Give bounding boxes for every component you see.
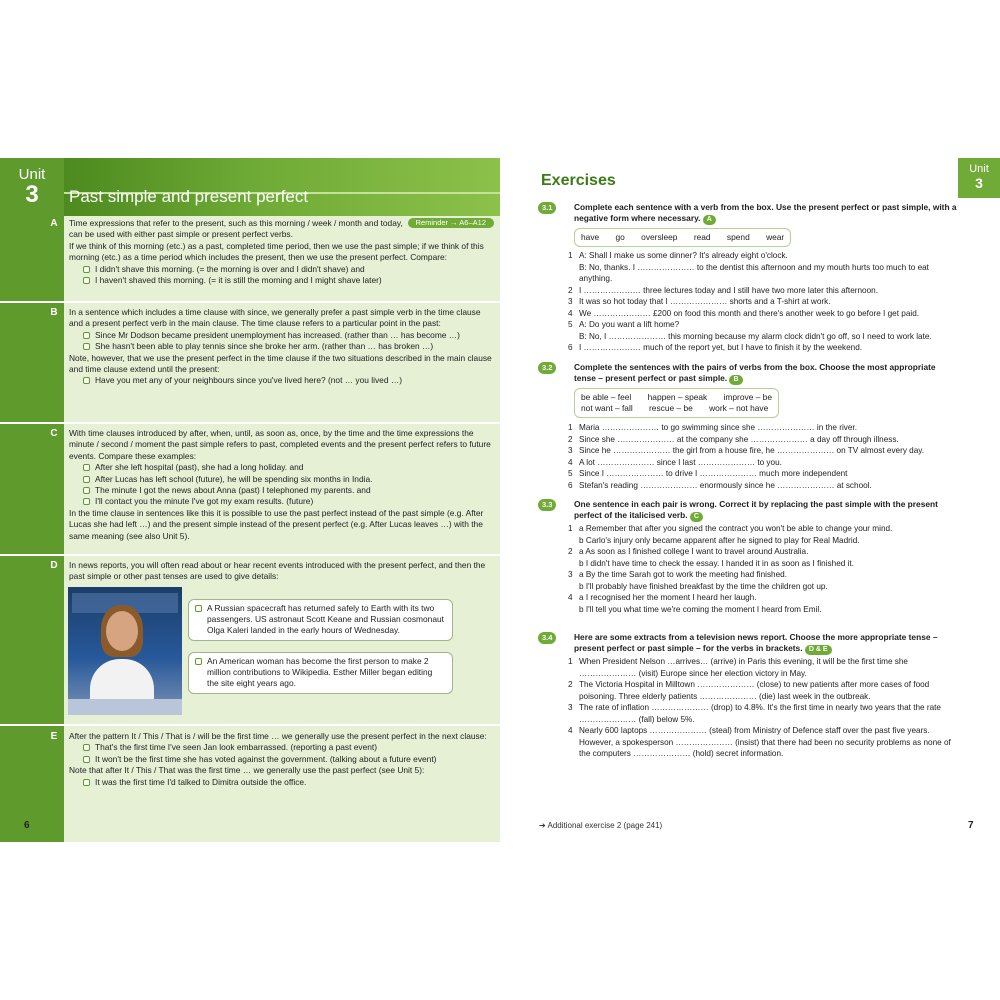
verb: go bbox=[615, 232, 625, 242]
section-badge: D & E bbox=[805, 645, 832, 655]
exercise-3-2-heading bbox=[538, 362, 958, 385]
page-title: Past simple and present perfect bbox=[69, 187, 309, 206]
item-text: a Remember that after you signed the contract you won't be able to change your mind. bbox=[579, 524, 893, 533]
page-number-right: 7 bbox=[968, 820, 974, 831]
item-text: b I'll probably have finished breakfast by the time the children got up. bbox=[579, 581, 828, 591]
unit-tab-label: Unit bbox=[969, 163, 989, 175]
checkbox-icon bbox=[83, 343, 90, 350]
example: It won't be the first time she has voted against the government. (talking about a future event) bbox=[95, 753, 437, 764]
section-badge: A bbox=[703, 215, 716, 225]
item-number: 4 bbox=[568, 308, 573, 318]
left-page bbox=[0, 158, 500, 842]
exercise-number: 3.3 bbox=[538, 499, 556, 511]
item-number bbox=[568, 604, 579, 616]
exercise-3-2-lines bbox=[568, 422, 958, 491]
bubble-text: A Russian spacecraft has returned safely to Earth with its two passengers. US astronaut Scott Keane and Russian cosmonaut Olga Kaleri landed in the early hours of Wednesday. bbox=[207, 603, 444, 636]
item-number: 1 bbox=[568, 657, 573, 666]
checkbox-icon bbox=[83, 377, 90, 384]
item-text: a I recognised her the moment I heard her laugh. bbox=[579, 593, 757, 602]
item-number: 5 bbox=[568, 320, 573, 329]
verb-pair: happen – speak bbox=[647, 392, 708, 402]
checkbox-icon bbox=[195, 605, 202, 612]
exercise-3-3-heading bbox=[538, 499, 958, 522]
checkbox-icon bbox=[195, 658, 202, 665]
section-c-p2: In the time clause in sentences like this it is possible to use the past perfect instead of the past simple (e.g. After Lucas she had left …) and the present simple instead of the present perfect (e.g. After Lucas leaves …) with the same meaning (see also Unit 5). bbox=[69, 507, 484, 541]
item-text: A: Shall I make us some dinner? It's already eight o'clock. bbox=[579, 251, 788, 260]
section-letter-a: A bbox=[50, 218, 58, 229]
section-e-p2: Note that after It / This / That was the first time … we generally use the past perfect (see Unit 5): bbox=[69, 765, 425, 776]
item-text: Nearly 600 laptops ………………… (steal) from Ministry of Defence staff over the past five years. However, a spokesperson ………………… (insist) that there had been no security problems as none of the computers ………………… (hold) secret information. bbox=[579, 726, 951, 758]
section-c-p1: With time clauses introduced by after, when, until, as soon as, once, by the time and the time expressions the minute / second / moment the past simple refers to past, completed events and the present perfect refers to future events. Compare these examples: bbox=[69, 428, 491, 461]
item-text: I ………………… much of the report yet, but I have to finish it by the weekend. bbox=[579, 343, 863, 352]
item-text: The rate of inflation ………………… (drop) to 4.8%. It's the first time in nearly two years that the rate ………………… (fall) below 5%. bbox=[579, 703, 941, 724]
item-text: Since I ………………… to drive I ………………… much more independent bbox=[579, 469, 848, 478]
item-number: 4 bbox=[568, 457, 573, 467]
item-number: 1 bbox=[568, 524, 573, 533]
section-e-p1: After the pattern It / This / That is / will be the first time … we generally use the present perfect in the next clause: bbox=[69, 731, 487, 741]
unit-number: 3 bbox=[25, 181, 39, 208]
exercise-instruction: One sentence in each pair is wrong. Correct it by replacing the past simple with the present perfect of the italicised verb. bbox=[574, 499, 938, 521]
item-number: 4 bbox=[568, 726, 573, 735]
exercise-instruction: Complete the sentences with the pairs of verbs from the box. Choose the most appropriate tense – present perfect or past simple. bbox=[574, 362, 936, 384]
example: She hasn't been able to play tennis since she broke her arm. (rather than … has broken …) bbox=[95, 341, 434, 352]
item-text: It was so hot today that I ………………… shorts and a T-shirt at work. bbox=[579, 297, 831, 306]
item-text: b I'll tell you what time we're coming the moment I heard from Emil. bbox=[579, 604, 822, 614]
exercise-number: 3.4 bbox=[538, 632, 556, 644]
section-c bbox=[64, 426, 500, 542]
section-badge: B bbox=[729, 375, 742, 385]
item-text: The Victoria Hospital in Milltown ………………… (close) to new patients after more cases of food poisoning. Three elderly patients ………………… (die) last week in the outbreak. bbox=[579, 680, 930, 701]
example: After Lucas has left school (future), he will be spending six months in India. bbox=[95, 473, 373, 484]
checkbox-icon bbox=[83, 277, 90, 284]
section-letter-c: C bbox=[50, 428, 58, 439]
reminder-badge[interactable]: Reminder → A6–A12 bbox=[408, 218, 494, 228]
speech-bubble-2 bbox=[188, 652, 453, 694]
exercise-3-1-heading bbox=[538, 202, 958, 225]
item-number: 3 bbox=[568, 446, 573, 455]
item-text: Stefan's reading ………………… enormously since he ………………… at school. bbox=[579, 480, 872, 490]
unit-tab-number: 3 bbox=[975, 175, 983, 191]
item-text: b Carlo's injury only became apparent after he signed to play for Real Madrid. bbox=[579, 535, 860, 545]
section-letter-e: E bbox=[50, 731, 58, 742]
book-spread bbox=[0, 158, 1000, 842]
item-text: A: Do you want a lift home? bbox=[579, 320, 680, 329]
section-letter-d: D bbox=[50, 560, 58, 571]
checkbox-icon bbox=[83, 266, 90, 273]
checkbox-icon bbox=[83, 464, 90, 471]
example: Have you met any of your neighbours since you've lived here? (not … you lived …) bbox=[95, 375, 402, 386]
section-a bbox=[64, 216, 500, 286]
checkbox-icon bbox=[83, 744, 90, 751]
item-text: We ………………… £200 on food this month and there's another week to go before I get paid. bbox=[579, 308, 920, 318]
example: I'll contact you the minute I've got my exam results. (future) bbox=[95, 496, 314, 507]
item-number: 6 bbox=[568, 343, 573, 352]
item-text: I ………………… three lectures today and I still have two more later this afternoon. bbox=[579, 285, 878, 295]
bubble-text: An American woman has become the first person to make 2 million contributions to Wikipedia. Esther Miller began editing the site eight years ago. bbox=[207, 656, 433, 689]
section-d bbox=[64, 558, 500, 583]
section-b-p2: Note, however, that we use the present perfect in the time clause if the two situations described in the main clause and time clause extend until the present: bbox=[69, 352, 492, 375]
item-number bbox=[568, 331, 579, 343]
checkbox-icon bbox=[83, 498, 90, 505]
checkbox-icon bbox=[83, 779, 90, 786]
item-number: 2 bbox=[568, 285, 573, 295]
item-text: B: No, thanks. I ………………… to the dentist this afternoon and my mouth hurts too much to eat anything. bbox=[579, 262, 929, 283]
exercise-3-4-lines bbox=[568, 656, 958, 760]
section-b-p1: In a sentence which includes a time clause with since, we generally prefer a past simple verb in the time clause and a present perfect verb in the main clause. The time clause refers to a particular point in the past: bbox=[69, 307, 481, 329]
item-number: 2 bbox=[568, 680, 573, 689]
item-text: A lot ………………… since I last ………………… to you. bbox=[579, 457, 782, 467]
example: I haven't shaved this morning. (= it is still the morning and I might shave later) bbox=[95, 275, 382, 286]
verb: wear bbox=[766, 232, 785, 242]
item-number: 3 bbox=[568, 570, 573, 579]
verb: spend bbox=[726, 232, 750, 242]
section-a-p1: Time expressions that refer to the present, such as this morning / week / month and today, can be used with either past simple or present perfect verbs. bbox=[69, 218, 403, 240]
item-text: B: No, I ………………… this morning because my alarm clock didn't go off, so I need to work late. bbox=[579, 331, 932, 341]
exercise-3-4-heading bbox=[538, 632, 958, 655]
item-number bbox=[568, 535, 579, 547]
verb-pair: improve – be bbox=[723, 392, 772, 402]
item-number bbox=[568, 558, 579, 570]
item-number bbox=[568, 581, 579, 593]
section-e bbox=[64, 729, 500, 788]
unit-badge bbox=[0, 158, 64, 208]
title-bar bbox=[64, 158, 500, 216]
verb-pair: work – not have bbox=[709, 403, 769, 413]
checkbox-icon bbox=[83, 332, 90, 339]
verb: have bbox=[581, 232, 600, 242]
additional-exercise-link[interactable]: ➔ Additional exercise 2 (page 241) bbox=[539, 821, 663, 830]
item-number: 1 bbox=[568, 423, 573, 432]
section-badge: C bbox=[690, 512, 703, 522]
item-text: Since he ………………… the girl from a house fire, he ………………… on TV almost every day. bbox=[579, 446, 925, 455]
exercise-3-1-lines bbox=[568, 250, 958, 354]
example: I didn't shave this morning. (= the morning is over and I didn't shave) and bbox=[95, 263, 365, 274]
unit-label: Unit bbox=[18, 166, 46, 183]
example: The minute I got the news about Anna (past) I telephoned my parents. and bbox=[95, 485, 371, 496]
item-number: 2 bbox=[568, 434, 573, 444]
item-text: Maria ………………… to go swimming since she ………………… in the river. bbox=[579, 423, 857, 432]
right-page bbox=[500, 158, 1000, 842]
item-text: a By the time Sarah got to work the meeting had finished. bbox=[579, 570, 787, 579]
exercise-instruction: Here are some extracts from a television news report. Choose the more appropriate tense – present perfect or past simple – for the verbs in brackets. bbox=[574, 632, 938, 654]
verb-box-3-1 bbox=[574, 228, 791, 247]
exercise-3-3-lines bbox=[568, 523, 958, 615]
item-text: a As soon as I finished college I want to travel around Australia. bbox=[579, 547, 809, 556]
checkbox-icon bbox=[83, 756, 90, 763]
verb-pair: rescue – be bbox=[649, 403, 693, 413]
section-b bbox=[64, 305, 500, 387]
item-number: 2 bbox=[568, 547, 573, 556]
section-d-p1: In news reports, you will often read about or hear recent events introduced with the present perfect, and then the past simple or other past tenses are used to give details: bbox=[69, 560, 486, 582]
item-number: 1 bbox=[568, 251, 573, 260]
verb-pairs-box-3-2 bbox=[574, 388, 779, 418]
example: It was the first time I'd talked to Dimitra outside the office. bbox=[95, 776, 307, 787]
exercise-number: 3.1 bbox=[538, 202, 556, 214]
unit-tab bbox=[958, 158, 1000, 198]
item-number: 3 bbox=[568, 703, 573, 712]
example: Since Mr Dodson became president unemployment has increased. (rather than … has become …) bbox=[95, 329, 460, 340]
verb-pair: not want – fall bbox=[581, 403, 633, 413]
checkbox-icon bbox=[83, 487, 90, 494]
item-number: 4 bbox=[568, 593, 573, 602]
news-anchor-photo bbox=[68, 587, 182, 715]
item-number: 3 bbox=[568, 297, 573, 306]
page-number-left: 6 bbox=[24, 820, 30, 831]
item-number bbox=[568, 262, 579, 285]
section-a-p2: If we think of this morning (etc.) as a past, completed time period, then we use the past simple; if we think of this morning (etc.) as a time period which includes the present, then we use the present perfect. Compare: bbox=[69, 240, 484, 263]
exercises-title: Exercises bbox=[541, 172, 616, 189]
example: After she left hospital (past), she had a long holiday. and bbox=[95, 462, 304, 473]
section-letter-b: B bbox=[50, 307, 58, 318]
example: That's the first time I've seen Jan look embarrassed. (reporting a past event) bbox=[95, 742, 378, 753]
item-text: Since she ………………… at the company she ………………… a day off through illness. bbox=[579, 434, 899, 444]
exercise-instruction: Complete each sentence with a verb from the box. Use the present perfect or past simple, with a negative form where necessary. bbox=[574, 202, 957, 224]
verb: oversleep bbox=[641, 232, 678, 242]
item-text: When President Nelson …arrives… (arrive) in Paris this evening, it will be the first time she ………………… (visit) Europe since her election victory in May. bbox=[579, 657, 908, 678]
item-number: 6 bbox=[568, 480, 573, 490]
verb-pair: be able – feel bbox=[581, 392, 632, 402]
verb: read bbox=[693, 232, 711, 242]
checkbox-icon bbox=[83, 476, 90, 483]
exercise-number: 3.2 bbox=[538, 362, 556, 374]
item-text: b I didn't have time to check the essay. I handed it in as soon as I finished it. bbox=[579, 558, 854, 568]
speech-bubble-1 bbox=[188, 599, 453, 641]
item-number: 5 bbox=[568, 469, 573, 478]
